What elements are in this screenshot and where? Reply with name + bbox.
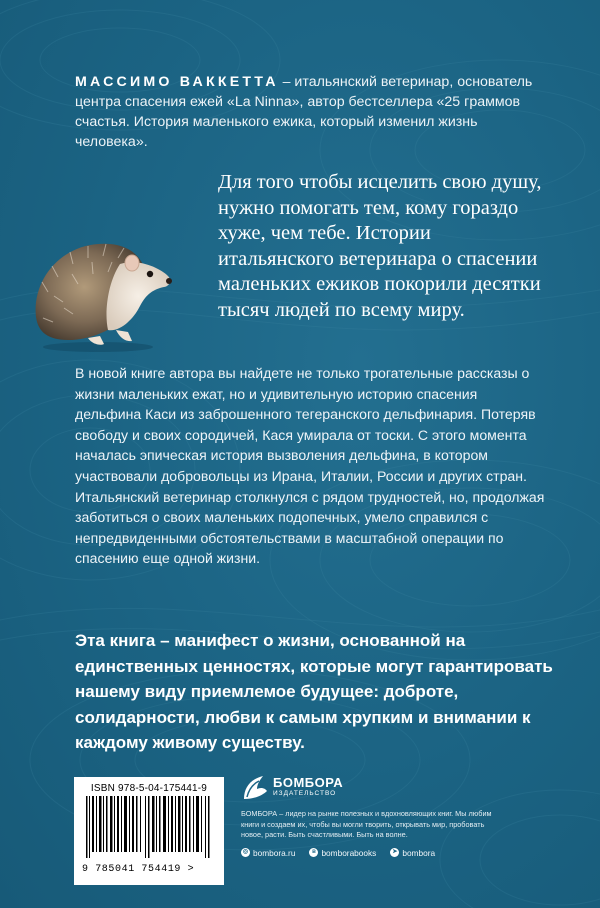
barcode-panel bbox=[74, 777, 224, 885]
publisher-logo bbox=[241, 773, 511, 801]
social-instagram bbox=[241, 848, 295, 858]
author-bio-text: – итальянский ветеринар, основатель центра спасения ежей «La Ninna», автор бестселлера «25 граммов счастья. История маленького ежика, который изменил жизнь человека». bbox=[75, 74, 533, 150]
social-handle: bombora bbox=[402, 847, 436, 858]
bombora-logo-icon bbox=[241, 773, 269, 801]
vk-icon: в bbox=[309, 848, 318, 857]
social-handle: bomborabooks bbox=[321, 847, 377, 858]
isbn-label: ISBN 978-5-04-175441-9 bbox=[90, 783, 208, 794]
book-description: В новой книге автора вы найдете не только трогательные рассказы о жизни маленьких ежат, но и удивительную историю спасения дельфина Каси из заброшенного тегеранского дельфинария. Потеряв свободу и своих сородичей, Кася умирала от тоски. С этого момента началась эпическая история вызволения дельфина, в котором участвовали добровольцы из Ирана, Италии, России и других стран. Итальянский ветеринар столкнулся с рядом трудностей, но, продолжая заботиться о своих маленьких подопечных, умело справился с непредвиденными обстоятельствами в масштабной операции по спасению еще одной жизни. bbox=[75, 365, 545, 567]
author-bio bbox=[75, 72, 545, 152]
barcode-digits: 9 785041 754419 > bbox=[82, 864, 195, 875]
social-links bbox=[241, 848, 511, 858]
lead-quote: Для того чтобы исцелить свою душу, нужно помогать тем, кому гораздо хуже, чем тебе. Истории итальянского ветеринара о спасении маленьких ежиков покорили десятки тысяч людей по всему миру. bbox=[218, 171, 542, 321]
publisher-subtitle: ИЗДАТЕЛЬСТВО bbox=[273, 790, 337, 797]
publisher-name: БОМБОРА bbox=[273, 775, 344, 790]
manifesto-text: Эта книга – манифест о жизни, основанной на единственных ценностях, которые могут гарантировать нашему виду приемлемое будущее: доброте, солидарности, любви к самым хрупким и внимании к каждому живому существу. bbox=[75, 631, 553, 753]
social-telegram bbox=[390, 848, 435, 858]
hedgehog-illustration bbox=[28, 222, 178, 352]
author-name: МАССИМО ВАККЕТТА bbox=[75, 74, 279, 90]
instagram-icon: ◎ bbox=[242, 849, 249, 855]
social-handle: bombora.ru bbox=[253, 847, 296, 858]
publisher-block bbox=[241, 773, 511, 858]
barcode-image bbox=[82, 794, 216, 858]
publisher-description: БОМБОРА – лидер на рынке полезных и вдохновляющих книг. Мы любим книги и создаем их, чтобы вы могли творить, открывать мир, пробовать новое, расти. Быть счастливыми. Быть на волне. bbox=[241, 809, 492, 839]
social-vk bbox=[309, 848, 376, 858]
telegram-icon: ➤ bbox=[392, 849, 398, 855]
